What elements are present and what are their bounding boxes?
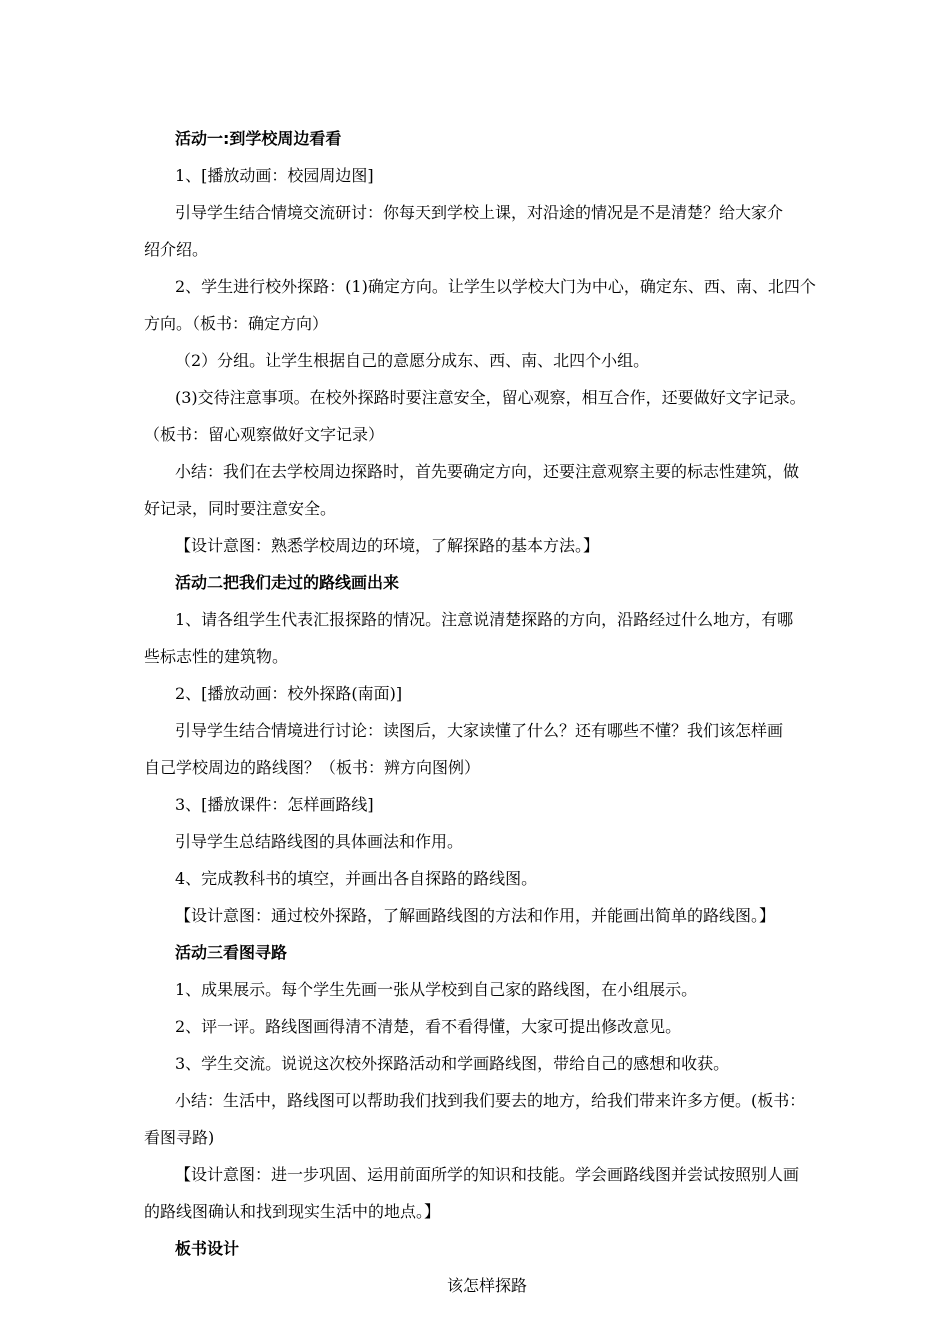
paragraph-line: （板书：留心观察做好文字记录） xyxy=(144,425,385,444)
section-heading-board-design: 板书设计 xyxy=(175,1239,240,1258)
paragraph-line: 绍介绍。 xyxy=(144,240,209,259)
summary-line: 好记录，同时要注意安全。 xyxy=(144,499,337,518)
paragraph-line: 些标志性的建筑物。 xyxy=(144,647,289,666)
paragraph-line: 1、请各组学生代表汇报探路的情况。注意说清楚探路的方向，沿路经过什么地方，有哪 xyxy=(175,610,794,629)
paragraph-line: 引导学生结合情境交流研讨：你每天到学校上课，对沿途的情况是不是清楚？给大家介 xyxy=(175,203,784,222)
paragraph-line: 自己学校周边的路线图？（板书：辨方向图例） xyxy=(144,758,481,777)
section-heading-activity-3: 活动三看图寻路 xyxy=(175,943,288,962)
design-intent-note: 【设计意图：通过校外探路，了解画路线图的方法和作用，并能画出简单的路线图。】 xyxy=(175,906,776,925)
paragraph-line: 方向。（板书：确定方向） xyxy=(144,314,329,333)
paragraph-line: (3)交待注意事项。在校外探路时要注意安全，留心观察，相互合作，还要做好文字记录。 xyxy=(175,388,806,407)
design-intent-note: 【设计意图：熟悉学校周边的环境，了解探路的基本方法。】 xyxy=(175,536,600,555)
board-design-title: 该怎样探路 xyxy=(446,1276,527,1295)
summary-line: 看图寻路) xyxy=(144,1128,215,1147)
paragraph-line: 2、评一评。路线图画得清不清楚，看不看得懂，大家可提出修改意见。 xyxy=(175,1017,682,1036)
design-intent-note: 【设计意图：进一步巩固、运用前面所学的知识和技能。学会画路线图并尝试按照别人画 xyxy=(175,1165,800,1184)
paragraph-line: 1、成果展示。每个学生先画一张从学校到自己家的路线图，在小组展示。 xyxy=(175,980,698,999)
paragraph-line: 1、[播放动画：校园周边图] xyxy=(175,166,374,185)
document-page xyxy=(144,120,816,1304)
paragraph-line: 3、[播放课件：怎样画路线] xyxy=(175,795,374,814)
section-heading-activity-2: 活动二把我们走过的路线画出来 xyxy=(175,573,400,592)
design-intent-note: 的路线图确认和找到现实生活中的地点。】 xyxy=(144,1202,441,1221)
paragraph-line: 2、学生进行校外探路：(1)确定方向。让学生以学校大门为中心，确定东、西、南、北四个 xyxy=(175,277,816,296)
paragraph-line: 4、完成教科书的填空，并画出各自探路的路线图。 xyxy=(175,869,538,888)
summary-line: 小结：生活中，路线图可以帮助我们找到我们要去的地方，给我们带来许多方便。(板书： xyxy=(175,1091,806,1110)
section-heading-activity-1: 活动一:到学校周边看看 xyxy=(175,129,342,148)
paragraph-line: （2）分组。让学生根据自己的意愿分成东、西、南、北四个小组。 xyxy=(175,351,650,370)
paragraph-line: 2、[播放动画：校外探路(南面)] xyxy=(175,684,403,703)
paragraph-line: 引导学生总结路线图的具体画法和作用。 xyxy=(175,832,464,851)
paragraph-line: 3、学生交流。说说这次校外探路活动和学画路线图，带给自己的感想和收获。 xyxy=(175,1054,730,1073)
paragraph-line: 引导学生结合情境进行讨论：读图后，大家读懂了什么？还有哪些不懂？我们该怎样画 xyxy=(175,721,784,740)
summary-line: 小结：我们在去学校周边探路时，首先要确定方向，还要注意观察主要的标志性建筑，做 xyxy=(175,462,800,481)
